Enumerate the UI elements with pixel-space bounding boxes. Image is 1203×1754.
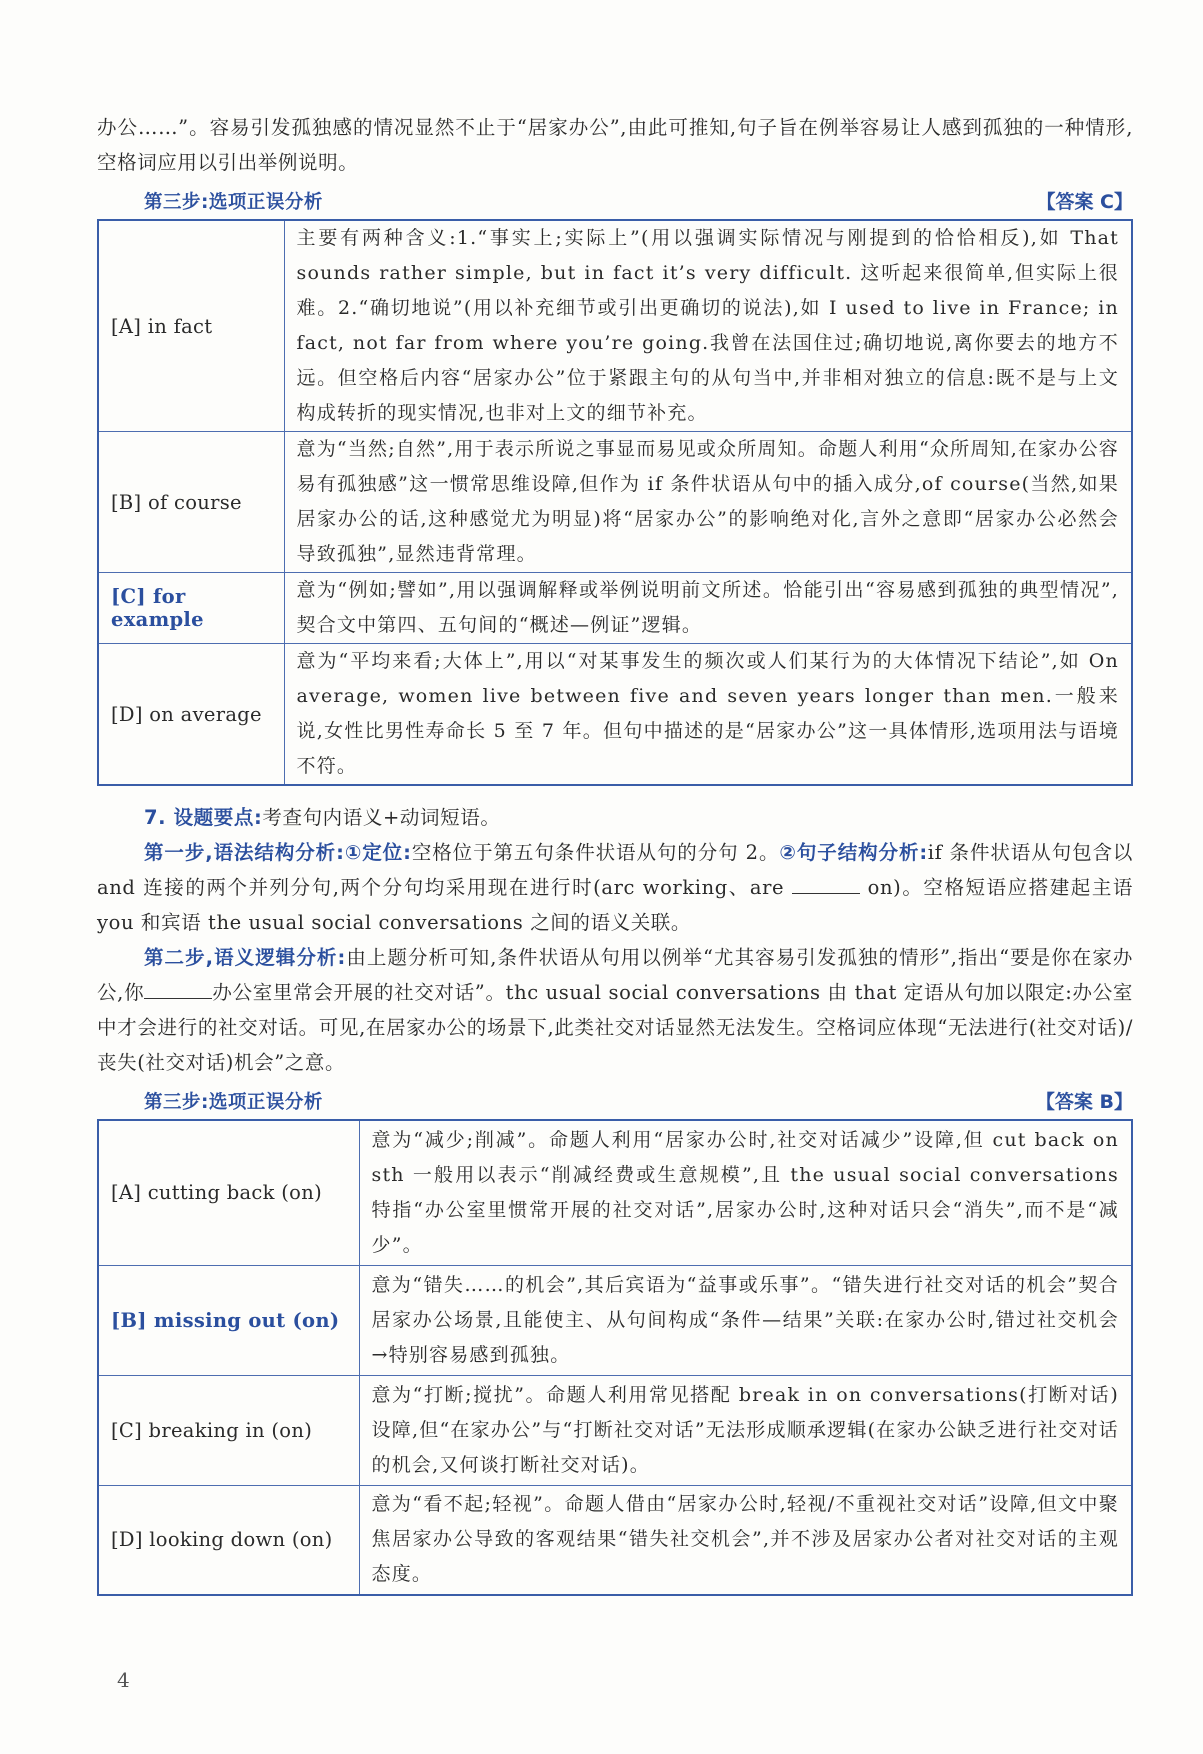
q6-answer-badge: 【答案 C】: [1036, 191, 1133, 213]
option-label: [C] breaking in (on): [98, 1375, 359, 1485]
table-row: [98, 1375, 1132, 1485]
q6-options-table: [97, 219, 1133, 786]
option-analysis: 意为“看不起;轻视”。命题人借由“居家办公时,轻视/不重视社交对话”设障,但文中聚焦居家办公导致的客观结果“错失社交机会”,并不涉及居家办公者对社交对话的主观态度。: [359, 1485, 1132, 1595]
page-number: 4: [117, 1668, 130, 1692]
q7-heading: [97, 800, 1133, 835]
option-label-correct: [B] missing out (on): [98, 1265, 359, 1375]
option-analysis: 意为“平均来看;大体上”,用以“对某事发生的频次或人们某行为的大体情况下结论”,如 On average, women live between five and seven years longer than men.一般来说,女性比男性寿命长 5 至 7 年。但句中描述的是“居家办公”这一具体情形,选项用法与语境不符。: [284, 644, 1132, 786]
q6-step3-title: 第三步:选项正误分析: [144, 192, 323, 213]
q7-step1-sub2-text-cont: on)。空格短语应搭建起主语 you 和宾语 the usual social conversations 之间的语义关联。: [97, 876, 1133, 934]
option-analysis: 意为“例如;譬如”,用以强调解释或举例说明前文所述。恰能引出“容易感到孤独的典型情况”,契合文中第四、五句间的“概述—例证”逻辑。: [284, 573, 1132, 644]
table-row: [98, 573, 1132, 644]
option-analysis: 主要有两种含义:1.“事实上;实际上”(用以强调实际情况与刚提到的恰恰相反),如 That sounds rather simple, but in fact it’s very difficult. 这听起来很简单,但实际上很难。2.“确切地说”(用以补充细节或引出更确切的说法),如 I used to live in France; in fact, not far from where you’re going.我曾在法国住过;确切地说,离你要去的地方不远。但空格后内容“居家办公”位于紧跟主句的从句当中,并非相对独立的信息:既不是与上文构成转折的现实情况,也非对上文的细节补充。: [284, 220, 1132, 432]
option-label: [D] on average: [98, 644, 284, 786]
q7-step3-title: 第三步:选项正误分析: [144, 1092, 323, 1113]
q7-step2-label: 第二步,语义逻辑分析:: [144, 946, 346, 969]
q7-heading-text: 考查句内语义+动词短语。: [262, 806, 501, 829]
answer-blank: [144, 980, 212, 999]
q7-heading-label: 7. 设题要点:: [144, 806, 263, 829]
q7-step1-paragraph: [97, 835, 1133, 940]
q7-step3-header: [97, 1080, 1133, 1114]
table-row: [98, 1120, 1132, 1265]
q7-step1-sub2-text: if 条件状语从句包含以 and 连接的两个并列分句,两个分句均采用现在进行时(arc working、are: [97, 841, 1134, 899]
option-label: [B] of course: [98, 432, 284, 573]
option-analysis: 意为“打断;搅扰”。命题人利用常见搭配 break in on conversations(打断对话)设障,但“在家办公”与“打断社交对话”无法形成顺承逻辑(在家办公缺乏进行社交对话的机会,又何谈打断社交对话)。: [359, 1375, 1132, 1485]
option-label-correct: [C] for example: [98, 573, 284, 644]
intro-paragraph: 办公……”。容易引发孤独感的情况显然不止于“居家办公”,由此可推知,句子旨在例举容易让人感到孤独的一种情形,空格词应用以引出举例说明。: [97, 116, 1133, 174]
q7-step1-sub1-label: ①定位:: [344, 841, 412, 864]
table-row: [98, 1485, 1132, 1595]
option-analysis: 意为“当然;自然”,用于表示所说之事显而易见或众所周知。命题人利用“众所周知,在家办公容易有孤独感”这一惯常思维设障,但作为 if 条件状语从句中的插入成分,of course(当然,如果居家办公的话,这种感觉尤为明显)将“居家办公”的影响绝对化,言外之意即“居家办公必然会导致孤独”,显然违背常理。: [284, 432, 1132, 573]
option-analysis: 意为“减少;削减”。命题人利用“居家办公时,社交对话减少”设障,但 cut back on sth 一般用以表示“削减经费或生意规模”,且 the usual social conversations 特指“办公室里惯常开展的社交对话”,居家办公时,这种对话只会“消失”,而不是“减少”。: [359, 1120, 1132, 1265]
q6-step3-header: [97, 180, 1133, 214]
option-label: [A] cutting back (on): [98, 1120, 359, 1265]
answer-blank: [792, 875, 860, 894]
table-row: [98, 220, 1132, 432]
page-content: [97, 110, 1133, 1596]
option-label: [A] in fact: [98, 220, 284, 432]
q7-step1-label: 第一步,语法结构分析:: [144, 841, 345, 864]
q7-answer-badge: 【答案 B】: [1035, 1091, 1133, 1113]
table-row: [98, 644, 1132, 786]
option-analysis: 意为“错失……的机会”,其后宾语为“益事或乐事”。“错失进行社交对话的机会”契合居家办公场景,且能使主、从句间构成“条件—结果”关联:在家办公时,错过社交机会→特别容易感到孤独。: [359, 1265, 1132, 1375]
q7-step2-paragraph: [97, 940, 1133, 1080]
q7-step2-text-cont: 办公室里常会开展的社交对话”。thc usual social conversations 由 that 定语从句加以限定:办公室中才会进行的社交对话。可见,在居家办公的场景下,此类社交对话显然无法发生。空格词应体现“无法进行(社交对话)/丧失(社交对话)机会”之意。: [97, 981, 1133, 1074]
q7-step1-sub2-label: ②句子结构分析:: [779, 841, 928, 864]
table-row: [98, 1265, 1132, 1375]
option-label: [D] looking down (on): [98, 1485, 359, 1595]
table-row: [98, 432, 1132, 573]
q7-options-table: [97, 1119, 1133, 1596]
q7-step2-text: 由上题分析可知,条件状语从句用以例举“尤其容易引发孤独的情形”,指出“要是你在家办公,你: [97, 946, 1134, 1004]
q7-step1-sub1-text: 空格位于第五句条件状语从句的分句 2。: [411, 841, 780, 864]
